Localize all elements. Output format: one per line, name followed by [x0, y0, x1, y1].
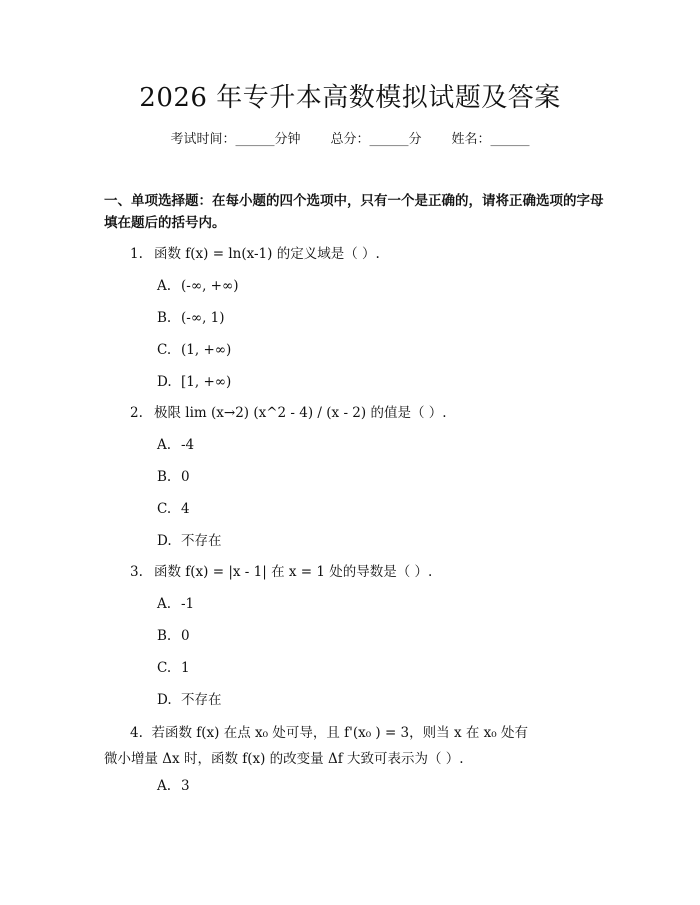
option-3c: C. 1	[157, 660, 190, 676]
question-1	[104, 243, 599, 265]
option-2b: B. 0	[157, 469, 190, 485]
option-1c: C. (1, +∞)	[157, 342, 232, 358]
option-4a: A. 3	[157, 778, 190, 794]
option-2d: D. 不存在	[157, 533, 222, 549]
question-text-line2: 微小增量 Δx 时，函数 f(x) 的改变量 Δf 大致可表示为（ ）.	[104, 751, 464, 767]
question-3	[104, 561, 599, 583]
exam-time: 考试时间：______分钟	[170, 132, 301, 147]
question-number: 1.	[130, 246, 143, 262]
option-1b: B. (-∞, 1)	[157, 310, 225, 326]
option-2c: C. 4	[157, 501, 190, 517]
option-3d: D. 不存在	[157, 692, 222, 708]
question-4	[104, 720, 599, 772]
option-2a: A. -4	[157, 437, 195, 453]
question-number: 2.	[130, 405, 143, 421]
option-3a: A. -1	[157, 596, 195, 612]
question-text: 函数 f(x) = ln(x-1) 的定义域是（ ）.	[154, 246, 380, 262]
question-number: 3.	[130, 564, 143, 580]
option-1a: A. (-∞, +∞)	[157, 278, 239, 294]
student-name: 姓名：______	[451, 132, 530, 147]
exam-info	[0, 131, 700, 149]
section-heading: 一、单项选择题：在每小题的四个选项中，只有一个是正确的，请将正确选项的字母填在题后的括号内。	[104, 193, 604, 231]
option-1d: D. [1, +∞)	[157, 374, 232, 390]
question-text: 极限 lim (x→2) (x^2 - 4) / (x - 2) 的值是（ ）.	[154, 405, 447, 421]
exam-total-score: 总分：______分	[330, 132, 422, 147]
page-title: 2026 年专升本高数模拟试题及答案	[139, 83, 561, 113]
question-2	[104, 402, 599, 424]
question-text: 函数 f(x) = |x - 1| 在 x = 1 处的导数是（ ）.	[154, 564, 433, 580]
option-3b: B. 0	[157, 628, 190, 644]
question-text-line1: 若函数 f(x) 在点 x₀ 处可导，且 f'(x₀ ) = 3，则当 x 在 x₀ 处有	[151, 725, 528, 741]
question-number: 4.	[130, 725, 143, 741]
